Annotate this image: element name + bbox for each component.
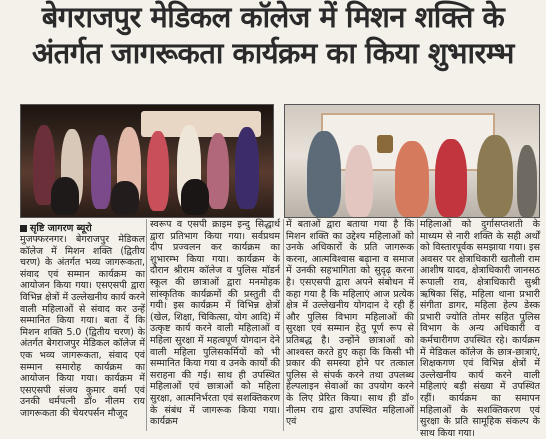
byline bbox=[20, 221, 92, 234]
column-divider bbox=[146, 219, 147, 431]
article-column-3: में बताओं द्वारा बताया गया है कि मिशन शक्ति का उद्देश्य महिलाओं को उनके अधिकारों के प्रति जागरूक करना, आत्मविश्वास बढ़ाना व समाज में उनकी सहभागिता को सुदृढ़ करना है। एसएसपी द्वारा अपने संबोधन में कहा गया है कि महिलाएं आज प्रत्येक क्षेत्र में उल्लेखनीय योगदान दे रही हैं और पुलिस विभाग महिलाओं की सुरक्षा एवं सम्मान हेतु पूर्ण रूप से प्रतिबद्ध है। उन्होंने छात्राओं को आश्वस्त करते हुए कहा कि किसी भी प्रकार की समस्या होने पर तत्काल पुलिस से संपर्क करने तथा उपलब्ध हेल्पलाइन सेवाओं का उपयोग करने के लिए प्रेरित किया। साथ ही डॉ० नीलम राय द्वारा उपस्थित महिलाओं एवं bbox=[286, 219, 414, 428]
headline-line-2: अंतर्गत जागरूकता कार्यक्रम का किया शुभारम्भ bbox=[32, 36, 514, 71]
column-divider bbox=[283, 219, 284, 431]
headline-line-1: बेगराजपुर मेडिकल कॉलेज में मिशन शक्ति के bbox=[41, 0, 505, 34]
article-column-1: मुजफ्फरनगर। बेगराजपुर मेडिकल कॉलेज में मिशन शक्ति (द्वितीय चरण) के अंतर्गत भव्य जागरूकता, संवाद एवं सम्मान कार्यक्रम का आयोजन किया गया। एसएसपी द्वारा विभिन्न क्षेत्रों में उल्लेखनीय कार्य करने वाली महिलाओं से संवाद कर उन्हें सम्मानित किया गया। बता दें कि मिशन शक्ति 5.0 (द्वितीय चरण) के अंतर्गत बेगराजपुर मेडिकल कॉलेज में एक भव्य जागरूकता, संवाद एवं सम्मान समारोह कार्यक्रम का आयोजन किया गया। कार्यक्रम में एसएसपी संजय कुमार वर्मा एवं उनकी धर्मपत्नी डॉ० नीलम राय जागरूकता की चेयरपर्सन मौजूद bbox=[20, 234, 145, 419]
article-column-4: महिलाओं को दुर्गासप्तशती के माध्यम से नारी शक्ति के सही अर्थों को विस्तारपूर्वक समझाया गया। इस अवसर पर क्षेत्राधिकारी खतौली राम आशीष यादव, क्षेत्राधिकारी जानसठ रूपाली राव, क्षेत्राधिकारी सुश्री ऋषिका सिंह, महिला थाना प्रभारी संगीता डागर, महिला हेल्प डेस्क प्रभारी ज्योति तोमर सहित पुलिस विभाग के अन्य अधिकारी व कर्मचारीगण उपस्थित रहे। कार्यक्रम में मेडिकल कॉलेज के छात्र-छात्राएं, शिक्षकगण एवं विभिन्न क्षेत्रों में उल्लेखनीय कार्य करने वाली महिलाएं बड़ी संख्या में उपस्थित रहीं। कार्यक्रम का समापन महिलाओं के सशक्तिकरण एवं सुरक्षा के प्रति सामूहिक संकल्प के साथ किया गया। bbox=[420, 219, 540, 439]
byline-text: सृष्टि जागरण ब्यूरो bbox=[30, 223, 92, 234]
headline bbox=[6, 2, 540, 69]
event-photo-stage bbox=[20, 104, 274, 218]
article-column-2: स्वरूप व एसपी क्राइम इन्दु सिद्धार्थ द्वारा प्रतिभाग किया गया। सर्वप्रथम दीप प्रज्वलन कर कार्यक्रम का शुभारम्भ किया गया। कार्यक्रम के दौरान श्रीराम कॉलेज व पुलिस मॉडर्न स्कूल की छात्राओं द्वारा मनमोहक सांस्कृतिक कार्यक्रमों की प्रस्तुती दी गयी। इस कार्यक्रम में विभिन्न क्षेत्रों (खेल, शिक्षा, चिकित्सा, योग आदि) में उत्कृष्ट कार्य करने वाली महिलाओं व महिला सुरक्षा में महत्वपूर्ण योगदान देने वाली महिला पुलिसकर्मियों को भी सम्मानित किया गया व उनके कार्यों की सराहना की गई। साथ ही उपस्थित महिलाओं एवं छात्राओं को महिला सुरक्षा, आत्मनिर्भरता एवं सशक्तिकरण के संबंध में जागरूक किया गया। कार्यक्रम bbox=[150, 219, 280, 428]
byline-bullet-icon bbox=[20, 225, 27, 232]
event-photo-felicitation bbox=[284, 104, 540, 218]
column-divider bbox=[417, 219, 418, 431]
